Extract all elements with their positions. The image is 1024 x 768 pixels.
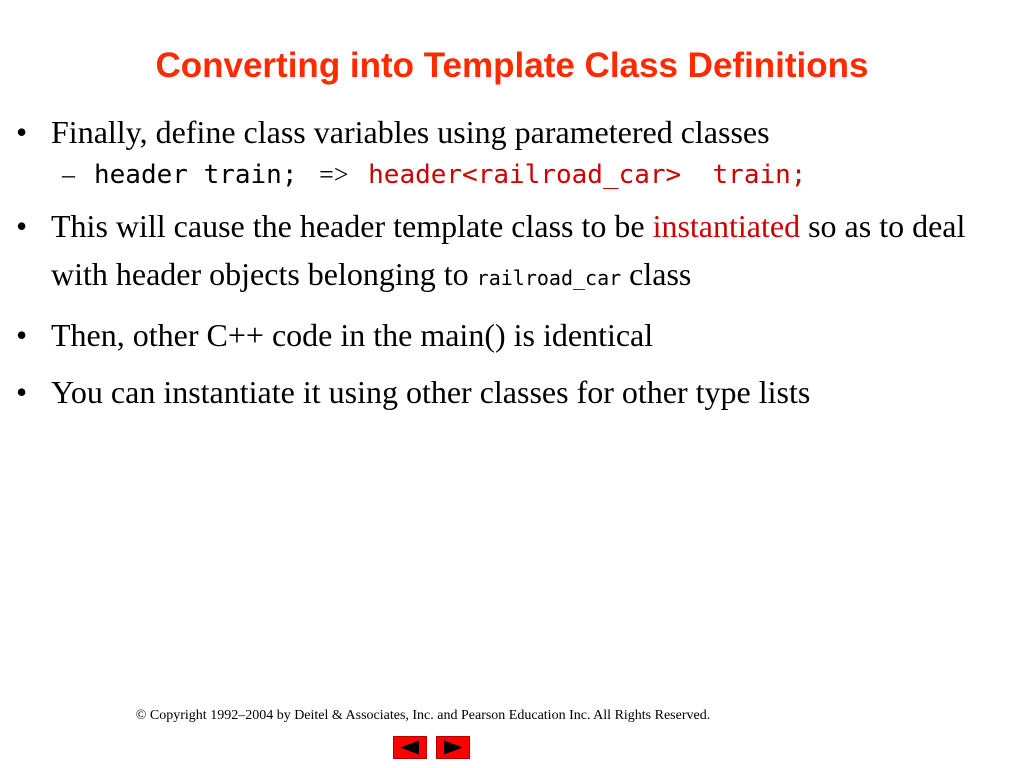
bullet-text-middle: so as to deal with header objects belonging to [51,208,966,292]
bullet-text-end: class [621,256,692,292]
slide-title: Converting into Template Class Definitions [155,46,869,85]
inline-code: railroad_car [476,266,622,290]
previous-slide-button[interactable] [393,736,427,759]
bullet-text: You can instantiate it using other classes for other type lists [51,374,811,410]
highlight-word: instantiated [652,208,801,244]
bullet-list [0,108,1024,416]
bullet-item [0,202,1024,302]
copyright-notice: © Copyright 1992–2004 by Deitel & Associates, Inc. and Pearson Education Inc. All Rights Reserved. [135,708,711,723]
sub-bullet-dash: – [62,160,75,189]
next-slide-button[interactable] [436,736,470,759]
code-after: header<railroad_car> train; [368,160,807,190]
bullet-dot-icon: • [16,317,28,353]
bullet-text: Finally, define class variables using parametered classes [51,114,770,150]
bullet-item [0,311,1024,359]
bullet-text-start: This will cause the header template class to be [51,208,653,244]
sub-bullet-item [0,156,1024,194]
bullet-dot-icon: • [16,114,28,150]
arrow-text: => [319,160,349,189]
bullet-text: Then, other C++ code in the main() is identical [51,317,654,353]
bullet-dot-icon: • [16,374,28,410]
bullet-item [0,108,1024,156]
bullet-item [0,368,1024,416]
code-before: header train; [94,160,298,190]
arrow-left-icon [399,740,421,755]
bullet-dot-icon: • [16,208,28,244]
arrow-right-icon [442,740,464,755]
